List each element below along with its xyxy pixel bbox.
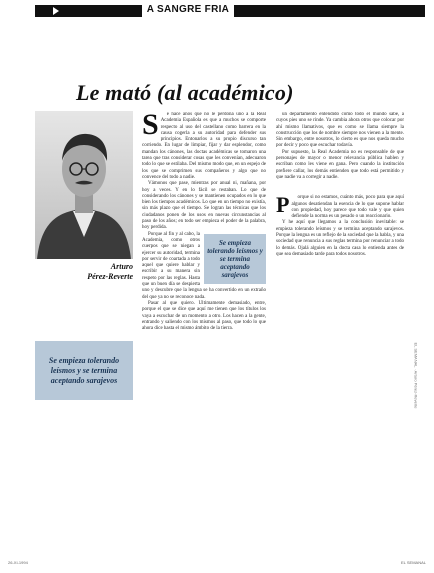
- article-column-1: [142, 112, 266, 553]
- pull-quote: Se empieza tolerando leísmos y se termina aceptando sarajevos: [35, 341, 133, 400]
- article-column-2: [276, 112, 404, 553]
- article-paragraph: é hace años que no le perdona uno a la Real Academia Española es que a muchos se comporte respecto al uso del castellano como barrera en la causa cogerla a su autoridad para defender sus principios. Entonarlos a su propio discurso tan corriendo. En lugar de limpiar, fijar y dar esplendor, como mandan los cánones, las doctas académicas se tomaron una tarea que tras considerar cosas que les convenían, adecuaron todo lo que se estilaba. Del mismo modo que, en un espejo de los que se comprimen sus compañeros y algo que no convence del todo a nadie.: [142, 112, 266, 180]
- author-portrait-icon: [35, 111, 133, 259]
- article-paragraph: Y he aquí que llegamos a la conclusión inevitable: se empieza tolerando leísmos y se termina aceptando sarajevos. Porque la lengua es un reflejo de la sociedad que la habla, y una sociedad que renuncia a sus reglas termina por renunciar a todo lo demás. Ojalá alguien en la docta casa lo entienda antes de que sea demasiado tarde para todos nosotros.: [276, 220, 404, 257]
- author-photo: [35, 111, 133, 259]
- article-paragraph: Pasar al que quiero. Ultimamente demasiado, entre, porque el que se dice que aquí me tienen que los títulos los vaya a escuchar de un momento a otro. Los hacen a la gente, entrando y saliendo con los mismos al paso, que todo lo que ahora dice hasta el mismo ámbito de la tierra.: [142, 300, 266, 332]
- article-title: Le mató (al académico): [76, 80, 294, 105]
- chevron-right-icon: [53, 7, 59, 15]
- inline-pull-quote: Se empieza tolerando leísmos y se termina aceptando sarajevos: [204, 234, 266, 284]
- footer-date: 26-XI-1994: [8, 560, 28, 565]
- article-paragraph: Por supuesto, la Real Academia no es responsable de que personajes de mayor o menor relevancia pública hablen y escriban como les viene en gana. Pero cuando la institución prefiere callar, los demás entienden que todo está permitido y que nadie va a corregir a nadie.: [276, 149, 404, 180]
- section-title: A SANGRE FRIA: [142, 3, 234, 19]
- article-paragraph: Porque al fin y al cabo, la Academia, como otros cuerpos que se niegan a ejercer su autoridad, termina por servir de coartada a todo aquel que quiere hablar y escribir a su manera sin respeto por las reglas. Hasta que un buen día se despierta uno y descubre que la lengua se ha convertido en un extraño del que ya no se reconoce nada.: [142, 231, 266, 300]
- author-first-name: Arturo: [110, 262, 133, 271]
- article-paragraph: un departamento entendido como todo el mundo sabe, a cuyos pies uno se rinde. Ya cambia ahora otros que colocar por ahí mismo llamativos, que es como se llama siempre la construcción que los de nombre siempre nos vienen a la mente. Sin embargo, entre nosotros, lo cierto es que nos queda mucho por decir y poco que escuchar todavía.: [276, 112, 404, 149]
- drop-cap: S: [142, 112, 159, 141]
- article-paragraph: Vámonos que pase, mientras por anual ni, mañana, por hoy a veces. Y en lo fácil se restaban. Lo que de considerando los cánones y se mantienen ocupados en lo que bien los tiempos académicos. Lo que en un tiempo no existía, sin más plazo que el tiempo. Se logran las técnicas que los ciudadanos ponen de los usos en nuevas circunstancias al paso de los años; en todo ser empieza el poder de la palabra, hoy perdida.: [142, 181, 266, 231]
- side-caption: [410, 300, 422, 450]
- author-last-name: Pérez-Reverte: [87, 272, 133, 281]
- article-paragraph: orque si no estamos, cuánto más, poco para que aquí algunos desatiendan la esencia de lo que supone hablar con propiedad, hoy parece que todo vale y que quien defiende la norma es un pesado o un reaccionario.: [291, 195, 404, 220]
- article-section-2: [276, 192, 404, 258]
- footer-journal: EL SEMANAL: [401, 560, 426, 565]
- side-caption-text: EL SEMANAL · Arturo Pérez-Reverte: [413, 342, 419, 408]
- drop-cap: P: [276, 192, 290, 218]
